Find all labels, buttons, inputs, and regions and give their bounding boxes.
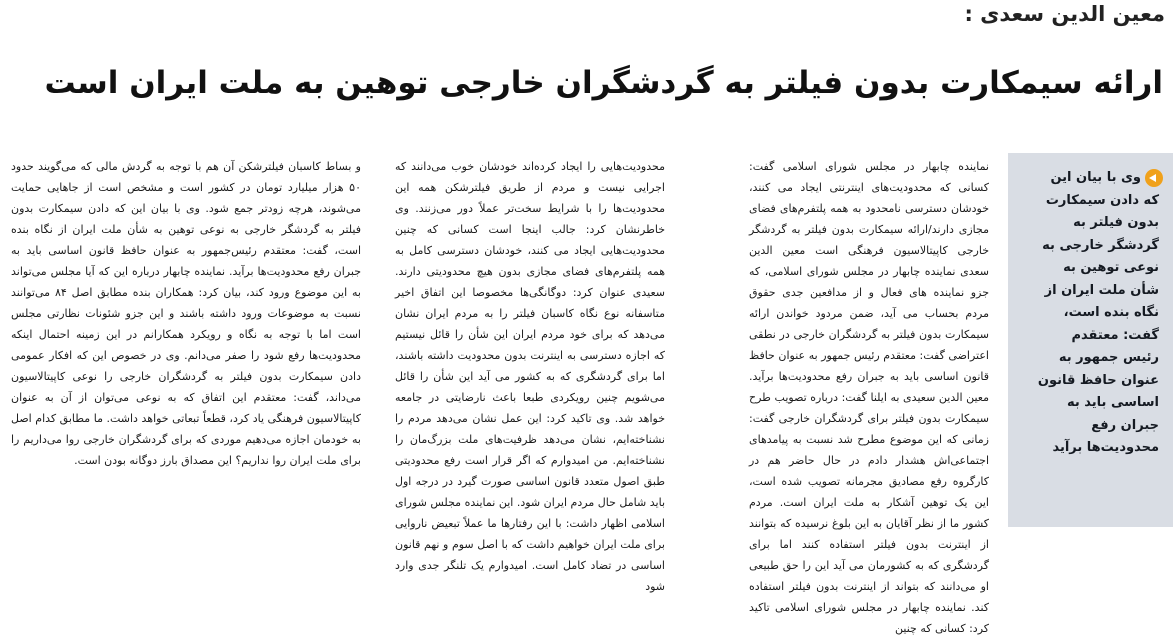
- article-column-3: [11, 156, 361, 527]
- article-column-2-text: محدودیت‌هایی را ایجاد کرده‌اند خودشان خوب می‌دانند که اجرایی نیست و مردم از طریق فیلترشکن همه این محدودیت‌ها را با شرایط سخت‌تر عملاً دور می‌زنند. وی خاطرنشان کرد: جالب اینجا است کسانی که چنین محدودیت‌هایی ایجاد می کنند، خودشان دسترسی کامل به همه پلتفرم‌های فضای مجازی بدون هیچ محدودیتی دارند. سعیدی عنوان کرد: دوگانگی‌ها مخصوصا این اتفاق اخیر متاسفانه نوع نگاه کاسبان فیلتر را به مردم ایران نشان می‌دهد که برای خود مردم ایران این شأن را قائل نیستیم که اجازه دسترسی به اینترنت بدون محدودیت داشته باشند، اما برای گردشگری که به کشور می آید این شأن را قائل می‌شویم چنین رویکردی طبعا باعث نارضایتی در جامعه خواهد شد. وی تاکید کرد: این عمل نشان می‌دهد مردم را نشناخته‌ایم، نشان می‌دهد ظرفیت‌های ملت بزرگ‌مان را نشناخته‌ایم. من امیدوارم که اگر قرار است رفع محدودیتی طبق اصول متعدد قانون اساسی صورت گیرد در درجه اول باید شامل حال مردم ایران شود. این نماینده مجلس شورای اسلامی اظهار داشت: با این رفتارها ما عملاً تبعیض ناروایی برای ملت ایران خواهیم داشت که با اصل سوم و نهم قانون اساسی در تضاد کامل است. امیدوارم یک تلنگر جدی وارد شود: [395, 160, 665, 593]
- headline: ارائه سیمکارت بدون فیلتر به گردشگران خارجی توهین به ملت ایران است: [44, 65, 1163, 101]
- article-column-3-text: و بساط کاسبان فیلترشکن آن هم با توجه به گردش مالی که می‌گویند حدود ۵۰ هزار میلیارد تومان در کشور است و مشخص است از جاهایی حمایت می‌شوند، هرچه زودتر جمع شود. وی با بیان این که دادن سیمکارت بدون فیلتر به گردشگر خارجی به نوعی توهین به شأن ملت ایران از نگاه بنده است، گفت: معتقدم رئیس‌جمهور به عنوان حافظ قانون اساسی باید به جبران رفع محدودیت‌ها برآید. نماینده چابهار درباره این که آیا مجلس می‌تواند به این موضوع ورود کند، بیان کرد: همکاران بنده مطابق اصل ۸۴ می‌توانند نسبت به موضوعات ورود داشته باشند و این جزو شئونات نظارتی مجلس است اما با توجه به نگاه و رویکرد همکارانم در این زمینه احتمال اینکه محدودیت‌ها رفع شود را صفر می‌دانم. وی در خصوص این که افکار عمومی دادن سیمکارت بدون فیلتر به گردشگران خارجی را نوعی کاپیتالاسیون می‌داند، گفت: معتقدم این اتفاق که به نوعی می‌توان از آن به عنوان کاپیتالاسیون فرهنگی یاد کرد، قطعاً تبعاتی خواهد داشت. ما مطابق کدام اصل به خودمان اجازه می‌دهیم موردی که برای گردشگران خارجی روا می‌داریم را برای ملت ایران روا نداریم؟ این مصداق بارز دوگانه بودن است.: [11, 160, 361, 467]
- article-column-2: [395, 156, 665, 593]
- summary-text-content: وی با بیان این که دادن سیمکارت بدون فیلتر به گردشگر خارجی به نوعی توهین به شأن ملت ایران از نگاه بنده است، گفت: معتقدم رئیس جمهور به عنوان حافظ قانون اساسی باید به جبران رفع محدودیت‌ها برآید: [1037, 170, 1159, 455]
- article-column-1: [749, 156, 989, 635]
- summary-box: [1008, 153, 1173, 527]
- article-column-1-text: نماینده چابهار در مجلس شورای اسلامی گفت: کسانی که محدودیت‌های اینترنتی ایجاد می کنند، خودشان دسترسی نامحدود به همه پلتفرم‌های فضای مجازی دارند/ارائه سیمکارت بدون فیلتر به گردشگر خارجی کاپیتالاسیون فرهنگی است معین الدین سعدی نماینده چابهار در مجلس شورای اسلامی، که جزو نماینده های فعال و از مدافعین جدی حقوق مردم بحساب می آید، ضمن مردود خواندن ارائه سیمکارت بدون فیلتر به گردشگران خارجی در نطقی اعتراضی گفت: معتقدم رئیس جمهور به عنوان حافظ قانون اساسی باید به جبران رفع محدودیت‌ها برآید. معین الدین سعیدی به ایلنا گفت: درباره تصویب طرح سیمکارت بدون فیلتر برای گردشگران خارجی گفت: زمانی که این موضوع مطرح شد نسبت به پیامدهای اجتماعی‌اش هشدار دادم در حال حاضر هم در کارگروه رفع مصادیق مجرمانه تصویب شده است، این یک توهین آشکار به ملت ایران است. مردم کشور ما از نظر آقایان به این بلوغ نرسیده که بتوانند از اینترنت بدون فیلتر استفاده کنند اما برای گردشگری که به کشورمان می آید این را حق طبیعی او می‌دانند که بتواند از اینترنت بدون فیلتر استفاده کند. نماینده چابهار در مجلس شورای اسلامی تاکید کرد: کسانی که چنین: [749, 160, 989, 635]
- summary-text: [1033, 167, 1159, 460]
- kicker-speaker: معین الدین سعدی :: [964, 2, 1165, 26]
